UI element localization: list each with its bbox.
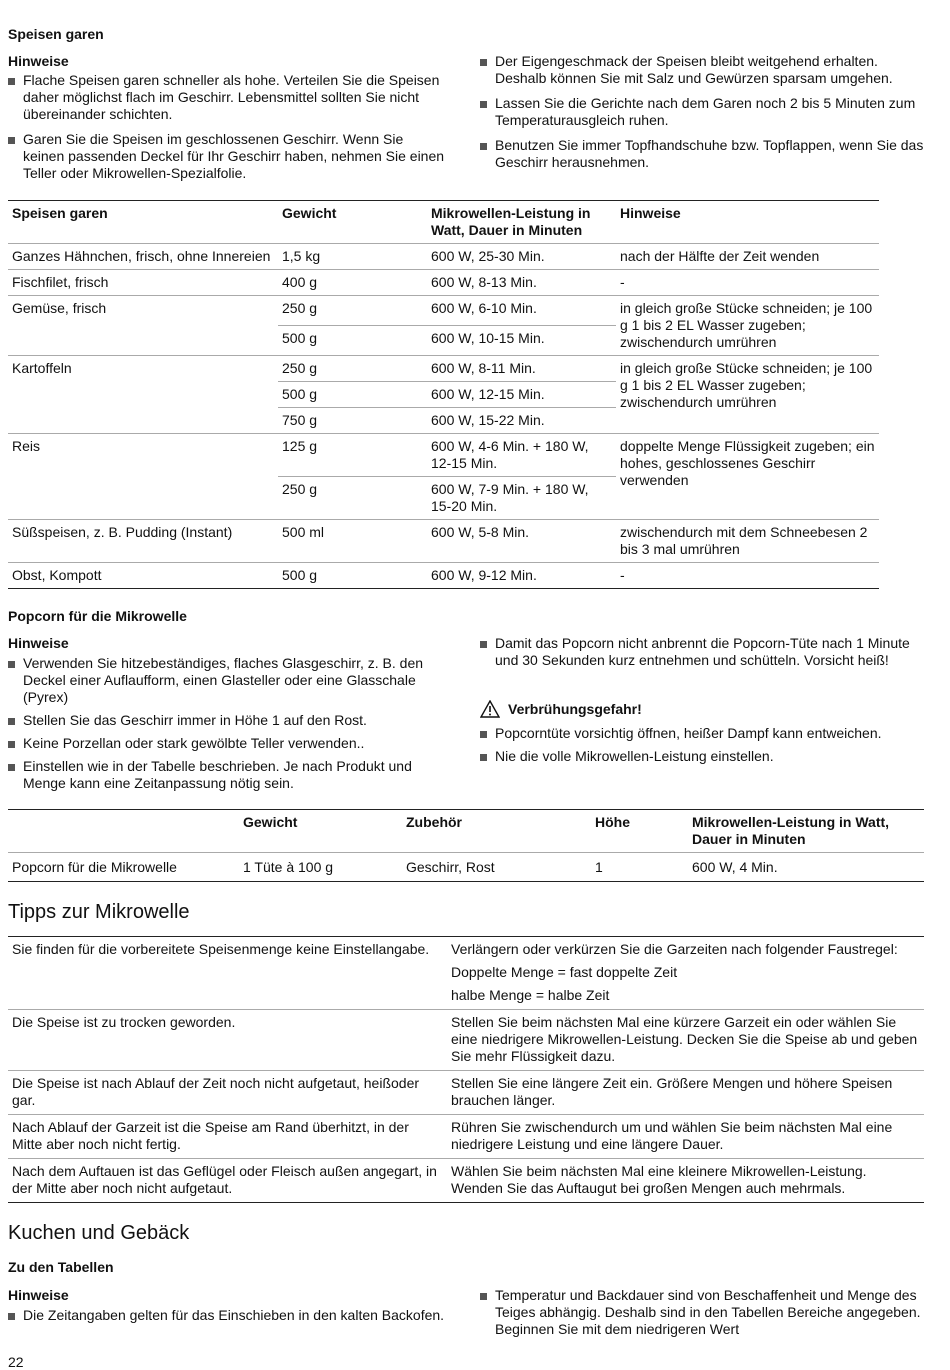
table-row bbox=[8, 244, 879, 270]
table-cell: - bbox=[616, 270, 879, 296]
table-cell: 400 g bbox=[278, 270, 427, 296]
table-header: Höhe bbox=[595, 814, 630, 830]
list-item: Temperatur und Backdauer sind von Beschaffenheit und Menge des Teiges abhängig. Deshalb sind in den Tabellen Bereiche angegeben. Beginnen Sie mit dem niedrigeren Wert bbox=[480, 1287, 925, 1338]
tips-table bbox=[8, 936, 924, 1203]
table-cell: Geschirr, Rost bbox=[402, 853, 591, 882]
table-row bbox=[8, 563, 879, 589]
table-cell: nach der Hälfte der Zeit wenden bbox=[616, 244, 879, 270]
table-cell: 600 W, 12-15 Min. bbox=[427, 382, 616, 408]
table-cell: 1,5 kg bbox=[278, 244, 427, 270]
table-header: Zubehör bbox=[406, 814, 462, 830]
table-cell: 750 g bbox=[278, 408, 427, 434]
table-cell: Reis bbox=[8, 434, 278, 520]
table-cell: Die Speise ist zu trocken geworden. bbox=[8, 1010, 447, 1071]
table-cell: doppelte Menge Flüssigkeit zugeben; ein hohes, geschlossenes Geschirr verwenden bbox=[616, 434, 879, 520]
subsection-title: Zu den Tabellen bbox=[8, 1259, 114, 1275]
table-header: Hinweise bbox=[620, 205, 681, 221]
table-cell: 600 W, 5-8 Min. bbox=[427, 520, 616, 563]
table-cell: Gemüse, frisch bbox=[8, 296, 278, 356]
notes-label: Hinweise bbox=[8, 53, 69, 69]
section-title-tips: Tipps zur Mikrowelle bbox=[8, 901, 190, 923]
tip-solution-text: Verlängern oder verkürzen Sie die Garzeiten nach folgender Faustregel: bbox=[451, 941, 898, 957]
table-cell: 600 W, 15-22 Min. bbox=[427, 408, 616, 434]
table-cell bbox=[447, 937, 924, 1010]
list-item: Der Eigengeschmack der Speisen bleibt weitgehend erhalten. Deshalb können Sie mit Salz und Gewürzen sparsam umgehen. bbox=[480, 53, 925, 87]
notes-list-right bbox=[480, 635, 920, 675]
notes-list-right bbox=[480, 1287, 925, 1344]
table-header: Mikrowellen-Leistung in Watt, Dauer in Minuten bbox=[431, 205, 591, 238]
notes-label: Hinweise bbox=[8, 1287, 69, 1303]
tip-rule: Doppelte Menge = fast doppelte Zeit bbox=[451, 964, 678, 980]
table-cell: 600 W, 4 Min. bbox=[688, 853, 924, 882]
table-cell: 600 W, 8-11 Min. bbox=[427, 356, 616, 382]
table-row bbox=[8, 1115, 924, 1159]
table-cell: Sie finden für die vorbereitete Speisenmenge keine Einstellangabe. bbox=[12, 941, 430, 957]
list-item: Keine Porzellan oder stark gewölbte Teller verwenden.. bbox=[8, 735, 448, 752]
table-cell: 1 Tüte à 100 g bbox=[239, 853, 402, 882]
list-item: Verwenden Sie hitzebeständiges, flaches Glasgeschirr, z. B. den Deckel einer Auflaufform, einen Glasteller oder eine Glasschale (Pyrex) bbox=[8, 655, 448, 706]
table-cell: 600 W, 4-6 Min. + 180 W, 12-15 Min. bbox=[427, 434, 616, 477]
warning-triangle-icon bbox=[480, 700, 500, 718]
table-cell: Stellen Sie beim nächsten Mal eine kürzere Garzeit ein oder wählen Sie eine niedrigere Mikrowellen-Leistung. Decken Sie die Speise ab und geben Sie mehr Flüssigkeit dazu. bbox=[447, 1010, 924, 1071]
table-cell: Nach dem Auftauen ist das Geflügel oder Fleisch außen angegart, in der Mitte aber noch nicht aufgetaut. bbox=[8, 1159, 447, 1203]
table-cell: Fischfilet, frisch bbox=[8, 270, 278, 296]
warning-list bbox=[480, 725, 920, 771]
section-title-popcorn: Popcorn für die Mikrowelle bbox=[8, 608, 187, 624]
section-title-speisen-garen: Speisen garen bbox=[8, 26, 104, 42]
table-cell: - bbox=[616, 563, 879, 589]
table-cell: 125 g bbox=[278, 434, 427, 477]
table-cell: 500 ml bbox=[278, 520, 427, 563]
notes-list-left bbox=[8, 72, 448, 188]
table-header: Mikrowellen-Leistung in Watt, Dauer in Minuten bbox=[692, 814, 890, 847]
notes-label: Hinweise bbox=[8, 635, 69, 651]
table-row bbox=[8, 1010, 924, 1071]
list-item: Nie die volle Mikrowellen-Leistung einstellen. bbox=[480, 748, 920, 765]
list-item: Einstellen wie in der Tabelle beschrieben. Je nach Produkt und Menge kann eine Zeitanpassung nötig sein. bbox=[8, 758, 448, 792]
table-cell: zwischendurch mit dem Schneebesen 2 bis 3 mal umrühren bbox=[616, 520, 879, 563]
list-item: Benutzen Sie immer Topfhandschuhe bzw. Topflappen, wenn Sie das Geschirr herausnehmen. bbox=[480, 137, 925, 171]
table-row bbox=[8, 853, 924, 882]
table-row bbox=[8, 1159, 924, 1203]
table-cell: 1 bbox=[591, 853, 688, 882]
table-cell: Rühren Sie zwischendurch um und wählen Sie beim nächsten Mal eine niedrigere Leistung und eine längere Dauer. bbox=[447, 1115, 924, 1159]
table-header: Gewicht bbox=[243, 814, 298, 830]
notes-list-left bbox=[8, 1307, 448, 1330]
list-item: Garen Sie die Speisen im geschlossenen Geschirr. Wenn Sie keinen passenden Deckel für Ihr Geschirr haben, nehmen Sie einen Teller oder Mikrowellen-Spezialfolie. bbox=[8, 131, 448, 182]
list-item: Lassen Sie die Gerichte nach dem Garen noch 2 bis 5 Minuten zum Temperaturausgleich ruhen. bbox=[480, 95, 925, 129]
popcorn-table bbox=[8, 809, 924, 882]
list-item: Stellen Sie das Geschirr immer in Höhe 1 auf den Rost. bbox=[8, 712, 448, 729]
table-row bbox=[8, 520, 879, 563]
warning-heading bbox=[480, 700, 642, 718]
table-cell: 600 W, 10-15 Min. bbox=[427, 326, 616, 356]
table-cell: in gleich große Stücke schneiden; je 100 g 1 bis 2 EL Wasser zugeben; zwischendurch umrühren bbox=[616, 296, 879, 356]
page-number: 22 bbox=[8, 1354, 24, 1370]
warning-title: Verbrühungsgefahr! bbox=[508, 700, 642, 717]
table-cell: in gleich große Stücke schneiden; je 100 g 1 bis 2 EL Wasser zugeben; zwischendurch umrühren bbox=[616, 356, 879, 434]
table-row bbox=[8, 296, 879, 326]
list-item: Popcorntüte vorsichtig öffnen, heißer Dampf kann entweichen. bbox=[480, 725, 920, 742]
table-cell: Stellen Sie eine längere Zeit ein. Größere Mengen und höhere Speisen brauchen länger. bbox=[447, 1071, 924, 1115]
table-row bbox=[8, 937, 924, 1010]
table-cell: 600 W, 7-9 Min. + 180 W, 15-20 Min. bbox=[427, 477, 616, 520]
table-row bbox=[8, 270, 879, 296]
table-cell: 250 g bbox=[278, 296, 427, 326]
table-header bbox=[8, 810, 239, 853]
table-cell: 250 g bbox=[278, 356, 427, 382]
table-cell: Popcorn für die Mikrowelle bbox=[8, 853, 239, 882]
notes-list-left bbox=[8, 655, 448, 798]
table-cell: 500 g bbox=[278, 326, 427, 356]
notes-list-right bbox=[480, 53, 925, 177]
table-cell: 600 W, 8-13 Min. bbox=[427, 270, 616, 296]
list-item: Flache Speisen garen schneller als hohe. Verteilen Sie die Speisen daher möglichst flach im Geschirr. Lebensmittel sollten Sie nicht übereinander schichten. bbox=[8, 72, 448, 123]
table-cell: 500 g bbox=[278, 382, 427, 408]
table-cell: Die Speise ist nach Ablauf der Zeit noch nicht aufgetaut, heißoder gar. bbox=[8, 1071, 447, 1115]
table-cell: 500 g bbox=[278, 563, 427, 589]
table-cell: Ganzes Hähnchen, frisch, ohne Innereien bbox=[8, 244, 278, 270]
table-cell: 600 W, 6-10 Min. bbox=[427, 296, 616, 326]
table-cell: Kartoffeln bbox=[8, 356, 278, 434]
table-header: Speisen garen bbox=[12, 205, 108, 221]
table-row bbox=[8, 434, 879, 477]
table-row bbox=[8, 1071, 924, 1115]
list-item: Damit das Popcorn nicht anbrennt die Popcorn-Tüte nach 1 Minute und 30 Sekunden kurz entnehmen und schütteln. Vorsicht heiß! bbox=[480, 635, 920, 669]
table-cell: 600 W, 9-12 Min. bbox=[427, 563, 616, 589]
list-item: Die Zeitangaben gelten für das Einschieben in den kalten Backofen. bbox=[8, 1307, 448, 1324]
table-cell: Wählen Sie beim nächsten Mal eine kleinere Mikrowellen-Leistung. Wenden Sie das Auftaugut bei großen Mengen auch mehrmals. bbox=[447, 1159, 924, 1203]
table-header: Gewicht bbox=[282, 205, 337, 221]
table-cell: 250 g bbox=[278, 477, 427, 520]
tip-rule: halbe Menge = halbe Zeit bbox=[451, 987, 610, 1003]
table-cell: Süßspeisen, z. B. Pudding (Instant) bbox=[8, 520, 278, 563]
table-cell: Obst, Kompott bbox=[8, 563, 278, 589]
section-title-kuchen: Kuchen und Gebäck bbox=[8, 1222, 190, 1244]
table-row bbox=[8, 356, 879, 382]
table-cell: Nach Ablauf der Garzeit ist die Speise am Rand überhitzt, in der Mitte aber noch nicht fertig. bbox=[8, 1115, 447, 1159]
table-cell: 600 W, 25-30 Min. bbox=[427, 244, 616, 270]
cooking-table bbox=[8, 200, 879, 589]
